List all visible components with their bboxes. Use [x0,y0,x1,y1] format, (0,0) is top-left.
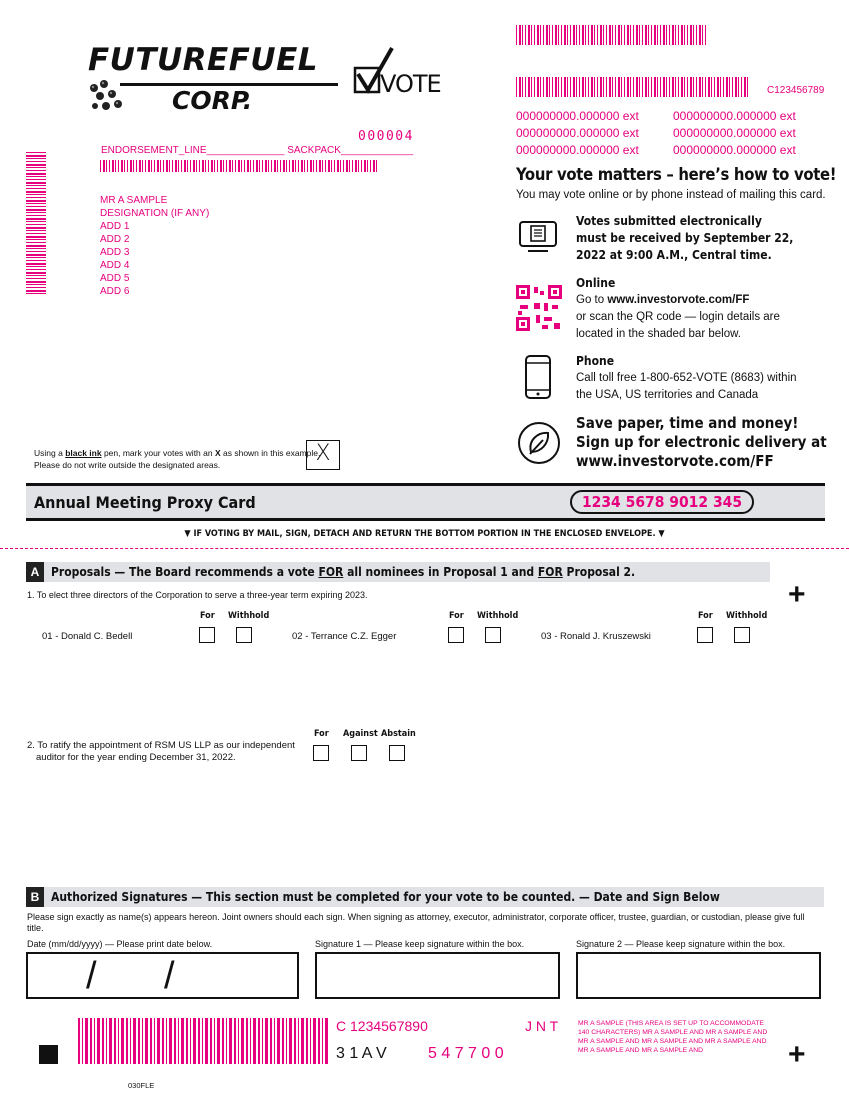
side-barcode [26,152,46,296]
address-line: ADD 5 [100,273,130,284]
date-slash-2: / [164,955,175,997]
code-6: 000000000.000000 ext [673,143,796,157]
nominee-3-for-checkbox[interactable] [697,627,713,643]
instr-c: pen, mark your votes with an [101,448,215,458]
date-label: Date (mm/dd/yyyy) — Please print date below. [27,939,213,949]
plus-mark-top: + [788,578,806,611]
paperless-section [576,414,827,471]
code-4: 000000000.000000 ext [673,109,796,123]
computer-icon [518,218,558,254]
withhold-header-3: Withhold [726,611,768,621]
company-logo-line2: CORP. [172,86,253,115]
paperless-line-2: Sign up for electronic delivery at [576,433,827,451]
paperless-line-1: Save paper, time and money! [576,414,799,432]
signature-instructions: Please sign exactly as name(s) appears hereon. Joint owners should each sign. When signing as attorney, executor, administrator, corporate officer, trustee, guardian, or custodian, please give full title. [27,912,805,933]
footer-control-number: C 1234567890 [336,1018,428,1034]
top-barcode [516,25,706,45]
example-mark-box [306,440,340,470]
online-title: Online [576,276,616,290]
online-line-2: or scan the QR code — login details are [576,311,780,323]
footer-sample-text: MR A SAMPLE (THIS AREA IS SET UP TO ACCOMMODATE 140 CHARACTERS) MR A SAMPLE AND MR A SAMPLE AND MR A SAMPLE AND MR A SAMPLE AND MR A SAMPLE AND MR A SAMPLE AND MR A SAMPLE AND [578,1020,768,1054]
nominee-3: 03 - Ronald J. Kruszewski [541,631,651,642]
leaf-icon [516,420,562,466]
sa-post: Proposal 2. [562,565,636,579]
sa-for2: FOR [537,565,563,579]
tear-line [0,548,849,549]
molecule-logo-icon [86,78,130,116]
address-line: ADD 1 [100,221,130,232]
detach-instruction: ▼ IF VOTING BY MAIL, SIGN, DETACH AND RETURN THE BOTTOM PORTION IN THE ENCLOSED ENVELOPE. ▼ [184,529,665,539]
instructions-line-1 [34,447,320,459]
footer-code-2: 5 4 7 7 0 0 [428,1045,504,1062]
proposal-2-abstain-checkbox[interactable] [389,745,405,761]
date-slash-1: / [86,955,97,997]
address-line: MR A SAMPLE [100,195,168,206]
section-a-title [51,565,635,579]
address-line: ADD 4 [100,260,130,271]
proposal-2-line-2: auditor for the year ending December 31, 2022. [36,752,236,763]
code-1: 000000000.000000 ext [516,109,639,123]
date-input-box[interactable] [26,952,299,999]
control-barcode [516,77,748,97]
nominee-2-withhold-checkbox[interactable] [485,627,501,643]
nominee-2: 02 - Terrance C.Z. Egger [292,631,397,642]
proposal-2-against-checkbox[interactable] [351,745,367,761]
vote-subheading: You may vote online or by phone instead of mailing this card. [516,189,826,201]
control-number: C123456789 [767,85,825,96]
signature-2-box[interactable] [576,952,821,999]
instr-e: as shown in this example. [220,448,321,458]
online-line-3: located in the shaded bar below. [576,328,741,340]
code-2: 000000000.000000 ext [516,126,639,140]
proposal-2-line-1: 2. To ratify the appointment of RSM US LLP as our independent [27,740,295,751]
instr-black-ink: black ink [65,448,102,458]
p2-for-header: For [314,729,329,739]
phone-icon [524,354,552,400]
marking-instructions [34,447,320,471]
form-code: 030FLE [128,1081,155,1090]
section-a-label: A [26,562,44,582]
sa-for1: FOR [318,565,344,579]
proposal-2-text [27,740,295,764]
instructions-line-2: Please do not write outside the designated areas. [34,460,221,470]
company-logo-line1: FUTUREFUEL [88,42,318,78]
address-line: ADD 6 [100,286,130,297]
instr-a: Using a [34,448,66,458]
online-go-to: Go to [576,294,608,306]
phone-line-2: the USA, US territories and Canada [576,389,759,401]
proposal-1-text: 1. To elect three directors of the Corporation to serve a three-year term expiring 2023. [27,590,368,600]
online-url[interactable]: www.investorvote.com/FF [607,294,750,306]
footer-barcode [78,1018,328,1064]
sig1-label: Signature 1 — Please keep signature within the box. [315,939,525,949]
p2-abstain-header: Abstain [381,729,416,739]
sa-mid: all nominees in Proposal 1 and [343,565,538,579]
address-line: ADD 2 [100,234,130,245]
proxy-card-bar [26,483,825,521]
sig2-label: Signature 2 — Please keep signature within the box. [576,939,786,949]
nominee-1: 01 - Donald C. Bedell [42,631,133,642]
nominee-2-for-checkbox[interactable] [448,627,464,643]
address-line: ADD 3 [100,247,130,258]
plus-mark-bottom: + [788,1038,806,1071]
p2-against-header: Against [343,729,378,739]
online-section [576,275,816,343]
mailing-address [100,194,209,298]
postal-barcode [100,160,378,172]
login-code-value: 1234 5678 9012 345 [581,493,743,511]
login-code [570,490,754,514]
example-mark: X [315,441,331,466]
signature-1-box[interactable] [315,952,560,999]
registration-square [39,1045,58,1064]
sequence-number: 000004 [358,129,414,144]
endorsement-line: ENDORSEMENT_LINE______________ SACKPACK_____________ [101,145,414,156]
section-b-label: B [26,887,44,907]
for-header-1: For [200,611,215,621]
online-line-1 [576,292,816,309]
nominee-3-withhold-checkbox[interactable] [734,627,750,643]
code-5: 000000000.000000 ext [673,126,796,140]
nominee-1-withhold-checkbox[interactable] [236,627,252,643]
vote-heading: Your vote matters – here’s how to vote! [516,165,837,184]
for-header-2: For [449,611,464,621]
instr-x: X [214,448,221,458]
section-b-title: Authorized Signatures — This section must be completed for your vote to be counted. — Date and Sign Below [51,890,720,904]
phone-section [576,353,816,404]
phone-line-1: Call toll free 1-800-652-VOTE (8683) within [576,372,797,384]
withhold-header-1: Withhold [228,611,270,621]
address-line: DESIGNATION (IF ANY) [100,208,210,219]
qr-code-icon [516,285,562,331]
vote-word: VOTE [380,70,441,98]
nominee-1-for-checkbox[interactable] [199,627,215,643]
footer-code-1: 3 1 A V [336,1045,387,1062]
deadline-text: Votes submitted electronically must be received by September 22, 2022 at 9:00 A.M., Central time. [576,214,794,262]
code-3: 000000000.000000 ext [516,143,639,157]
footer-jnt: J N T [525,1018,559,1034]
phone-title: Phone [576,354,615,368]
proposal-2-for-checkbox[interactable] [313,745,329,761]
card-title: Annual Meeting Proxy Card [34,493,256,512]
sa-pre: Proposals — The Board recommends a vote [51,565,319,579]
withhold-header-2: Withhold [477,611,519,621]
paperless-url[interactable]: www.investorvote.com/FF [576,452,774,470]
for-header-3: For [698,611,713,621]
